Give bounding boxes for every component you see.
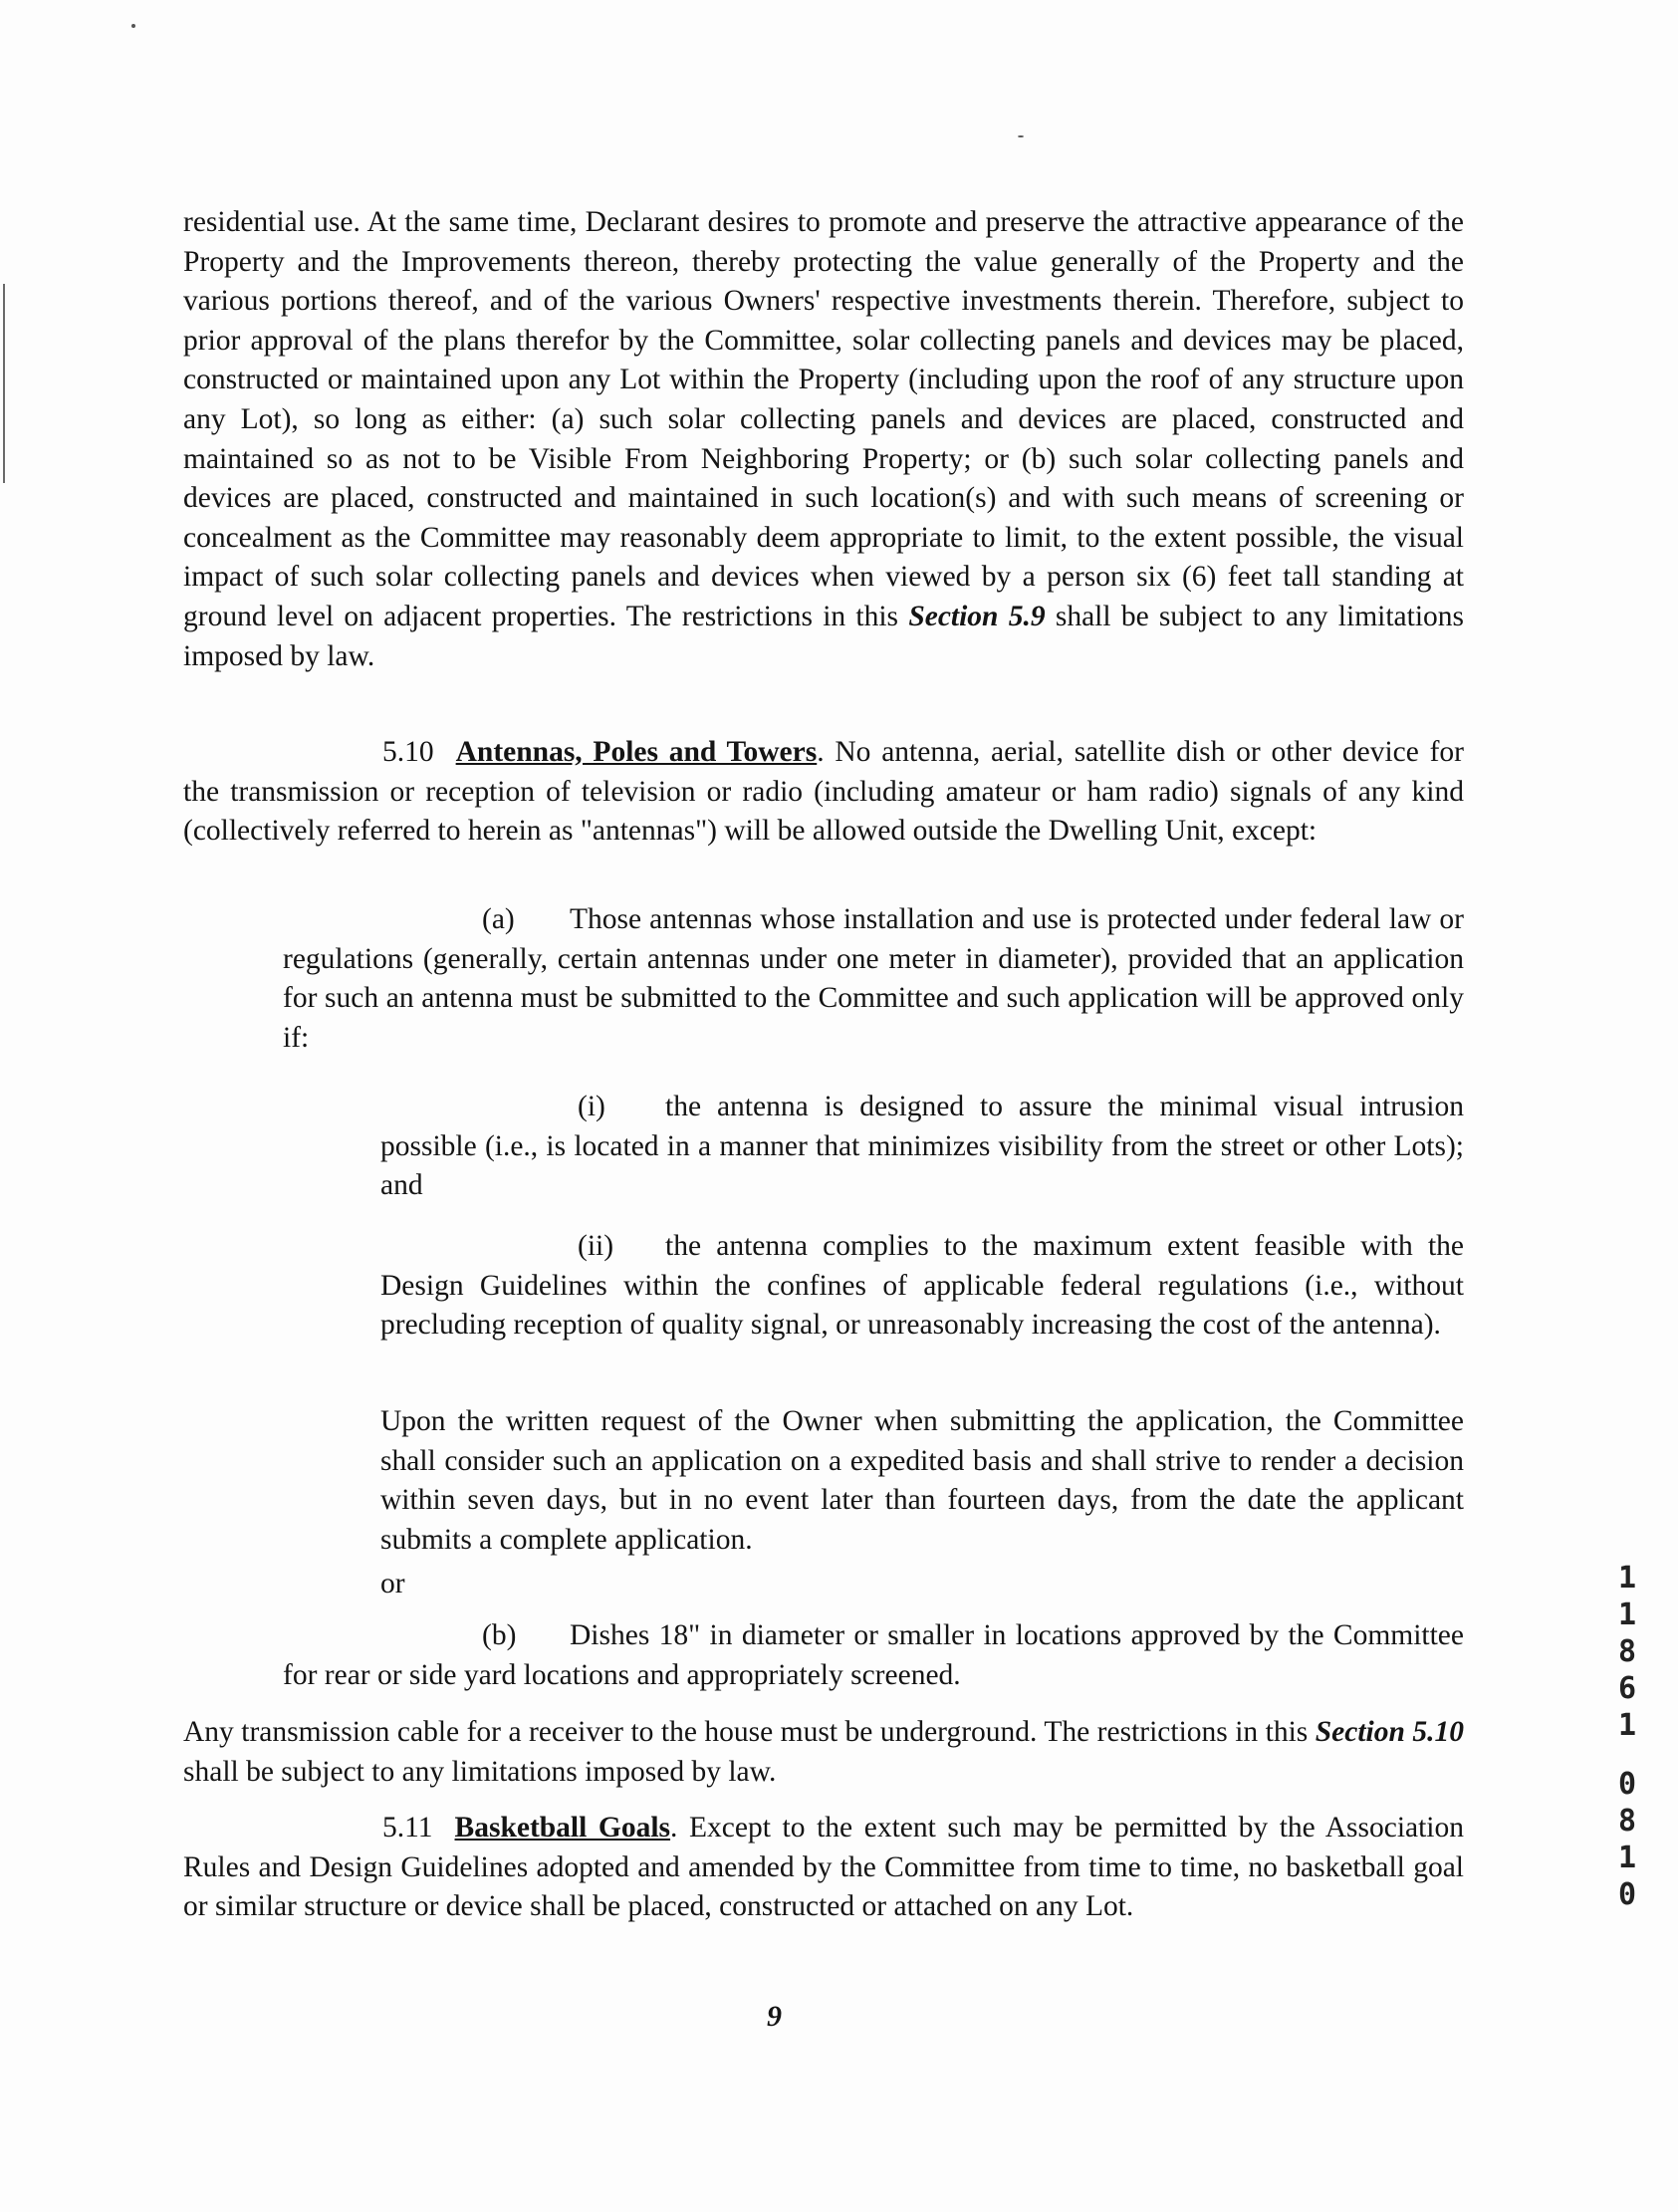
transmission-tail: shall be subject to any limitations imposed by law. (183, 1755, 777, 1788)
item-b-label: (b) (482, 1619, 517, 1651)
section-title-antennas: Antennas, Poles and Towers (455, 736, 818, 768)
item-i (380, 1088, 1464, 1206)
section-5-10-body: . No antenna, aerial, satellite dish or other device for the transmission or reception of television or radio (including amateur or ham radio) signals of any kind (collectively referred to herein as "antennas") will be allowed outside the Dwelling Unit, except: (183, 736, 1464, 848)
item-ii-text: the antenna complies to the maximum extent feasible with the Design Guidelines within the confines of applicable federal regulations (i.e., without precluding reception of quality signal, or unreasonably increasing the cost of the antenna). (380, 1230, 1464, 1342)
stamp-digit: 0 (1617, 1877, 1637, 1912)
item-i-label: (i) (578, 1091, 605, 1122)
section-number-5-10: 5.10 (382, 736, 434, 768)
stamp-digit: 1 (1617, 1561, 1637, 1596)
section-title-basketball: Basketball Goals (454, 1812, 671, 1843)
item-a-text: Those antennas whose installation and use is protected under federal law or regulations (generally, certain antennas under one meter in diameter), provided that an application for such an antenna must be submitted to the Committee and such application will be approved only if: (283, 903, 1464, 1054)
recording-stamp (1607, 1560, 1647, 1913)
paragraph-solar-text: residential use. At the same time, Declarant desires to promote and preserve the attractive appearance of the Property and the Improvements thereon, thereby protecting the value generally of the Property and the various portions thereof, and of the various Owners' respective investments therein. Therefore, subject to prior approval of the plans therefor by the Committee, solar collecting panels and devices may be placed, constructed or maintained upon any Lot within the Property (including upon the roof of any structure upon any Lot), so long as either: (a) such solar collecting panels and devices are placed, constructed and maintained so as not to be Visible From Neighboring Property; or (b) such solar collecting panels and devices are placed, constructed and maintained in such location(s) and with such means of screening or concealment as the Committee may reasonably deem appropriate to limit, to the extent possible, the visual impact of such solar collecting panels and devices when viewed by a person six (6) feet tall standing at ground level on adjacent properties. The restrictions in this (183, 206, 1464, 632)
stamp-digit: 1 (1617, 1598, 1637, 1632)
item-b-text: Dishes 18" in diameter or smaller in locations approved by the Committee for rear or side yard locations and appropriately screened. (283, 1619, 1464, 1691)
page-number: 9 (767, 2000, 782, 2033)
transmission-text: Any transmission cable for a receiver to the house must be underground. The restrictions in this (183, 1716, 1316, 1748)
stamp-digit: 8 (1617, 1634, 1637, 1669)
section-5-11 (183, 1809, 1464, 1927)
section-ref-5-9: Section 5.9 (908, 600, 1046, 632)
item-a (283, 900, 1464, 1058)
stamp-digit: 0 (1617, 1767, 1637, 1802)
item-ii (380, 1227, 1464, 1346)
item-b (283, 1616, 1464, 1695)
paragraph-transmission-cable (183, 1713, 1464, 1792)
item-i-text: the antenna is designed to assure the minimal visual intrusion possible (i.e., is located in a manner that minimizes visibility from the street or other Lots); and (380, 1091, 1464, 1202)
section-5-10 (183, 733, 1464, 852)
or-connector: or (380, 1568, 405, 1599)
item-a-label: (a) (482, 903, 515, 935)
paragraph-upon-request: Upon the written request of the Owner when submitting the application, the Committee shall consider such an application on a expedited basis and shall strive to render a decision within seven days, but in no event later than fourteen days, from the date the applicant submits a complete application. (380, 1405, 1464, 1556)
section-number-5-11: 5.11 (382, 1812, 433, 1843)
stamp-digit: 1 (1617, 1708, 1637, 1743)
item-ii-label: (ii) (578, 1230, 614, 1262)
scan-margin-line (3, 284, 5, 483)
scan-speck (131, 24, 135, 28)
scan-speck (1018, 135, 1024, 137)
paragraph-solar-tail: shall be subject to any limitations imposed by law. (183, 600, 1464, 672)
section-ref-5-10: Section 5.10 (1315, 1716, 1464, 1748)
stamp-digit: 1 (1617, 1841, 1637, 1875)
section-5-11-body: . Except to the extent such may be permitted by the Association Rules and Design Guidelines adopted and amended by the Committee from time to time, no basketball goal or similar structure or device shall be placed, constructed or attached on any Lot. (183, 1812, 1465, 1923)
stamp-digit: 6 (1617, 1671, 1637, 1706)
paragraph-solar-panels (183, 203, 1464, 676)
stamp-digit: 8 (1617, 1804, 1637, 1839)
